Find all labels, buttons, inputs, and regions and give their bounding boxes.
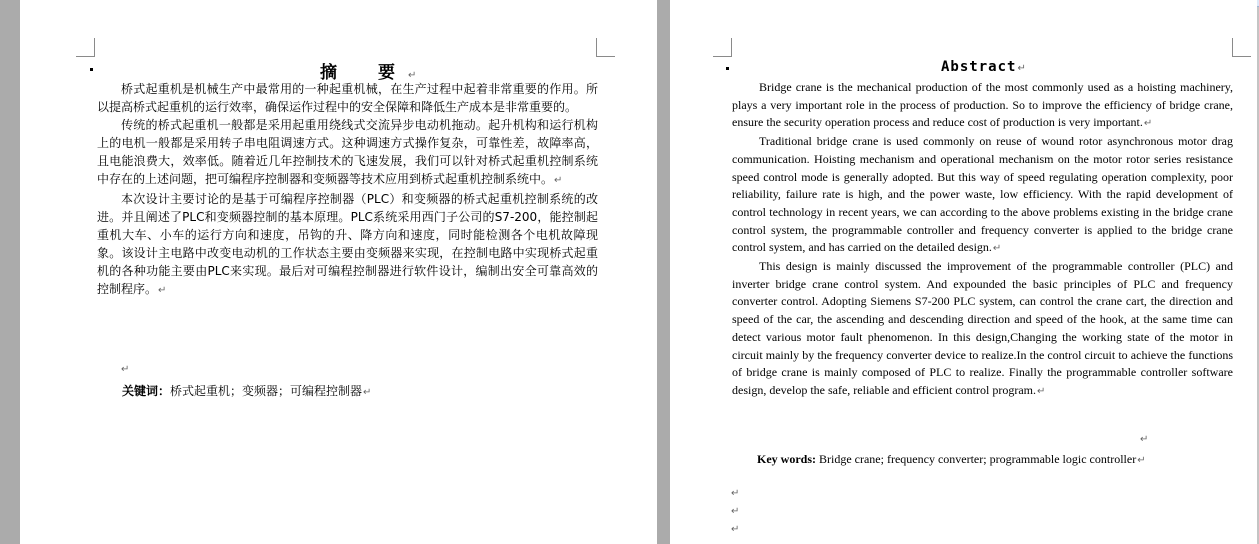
abstract-paragraph (97, 116, 598, 190)
paragraph-mark-icon: ↵ (1140, 434, 1149, 445)
abstract-paragraph (732, 79, 1233, 133)
paragraph-mark-icon: ↵ (731, 506, 740, 517)
page-english-abstract[interactable] (670, 0, 1257, 544)
paragraph-mark-icon: ↵ (158, 285, 167, 296)
paragraph-text: 传统的桥式起重机一般都是采用起重用绕线式交流异步电动机拖动。起升机构和运行机构上的电机一般都是采用转子串电阻调速方式。这种调速方式操作复杂，可靠性差，故障率高，且电能浪费大，效率低。随着近几年控制技术的飞速发展，我们可以针对桥式起重机控制系统中存在的上述问题，把可编程序控制器和变频器等技术应用到桥式起重机控制系统中。 (97, 118, 598, 186)
page-chinese-abstract[interactable] (20, 0, 657, 544)
paragraph-mark-icon: ↵ (1017, 63, 1026, 74)
paragraph-text: 本次设计主要讨论的是基于可编程序控制器（PLC）和变频器的桥式起重机控制系统的改进。并且阐述了PLC和变频器控制的基本原理。PLC系统采用西门子公司的S7-200，能控制起重机大车、小车的运行方向和速度，吊钩的升、降方向和速度，同时能检测各个电机故障现象。该设计主电路中改变电动机的工作状态主要由变频器来实现，在控制电路中实现桥式起重机的各种功能主要由PLC来实现。最后对可编程控制器进行软件设计，编制出安全可靠高效的控制程序。 (97, 192, 598, 296)
paragraph-mark-icon: ↵ (363, 387, 372, 398)
margin-corner-top-left (76, 38, 95, 57)
paragraph-mark-icon: ↵ (1037, 385, 1046, 397)
abstract-paragraph (732, 133, 1233, 258)
margin-corner-top-right (596, 38, 615, 57)
keywords-label: Key words: (757, 452, 816, 466)
paragraph-mark-icon: ↵ (121, 364, 130, 375)
paragraph-mark-icon: ↵ (992, 243, 1002, 255)
paragraph-mark-icon: ↵ (1143, 118, 1153, 130)
paragraph-mark-icon: ↵ (554, 175, 563, 186)
paragraph-text: Bridge crane is the mechanical production of the most commonly used as a hoisting machinery, plays a very important role in the process of production. So to improve the efficiency of bridge crane, ensure the security operation process and reduce cost of production is very important. (732, 80, 1233, 130)
paragraph-bullet (90, 68, 93, 71)
paragraph-mark-icon: ↵ (408, 70, 417, 81)
paragraph-mark-icon: ↵ (731, 524, 740, 535)
page-gap (657, 0, 670, 544)
margin-corner-top-right (1232, 38, 1251, 57)
abstract-paragraph (97, 190, 598, 300)
keywords-text: Bridge crane; frequency converter; programmable logic controller (819, 452, 1137, 466)
paragraph-mark-icon: ↵ (731, 488, 740, 499)
paragraph-text: Traditional bridge crane is used commonly on reuse of wound rotor asynchronous motor drag communication. Hoisting mechanism and operational mechanism on the motor rotor series resistance speed control mode is generally adopted. But this way of speed regulating operation complexity, poor reliability, failure rate is high, and the power waste, low efficiency. With the rapid development of control technology in recent years, we can according to the above problems existing in the bridge crane control system, the programmable controller and frequency converter is applied to the bridge crane control system, and has carried on the detailed design. (732, 134, 1233, 255)
abstract-body[interactable] (97, 80, 598, 300)
keywords-label: 关键词： (122, 384, 171, 398)
paragraph-bullet (726, 67, 729, 70)
page-title (941, 59, 1026, 75)
margin-corner-top-left (713, 38, 732, 57)
abstract-paragraph (732, 258, 1233, 401)
keywords-text: 桥式起重机；变频器；可编程控制器 (170, 384, 363, 398)
paragraph-mark-icon: ↵ (1137, 455, 1146, 466)
left-gutter (0, 0, 20, 544)
keywords-line (757, 452, 1146, 467)
abstract-body[interactable] (732, 79, 1233, 401)
paragraph-text: 桥式起重机是机械生产中最常用的一种起重机械，在生产过程中起着非常重要的作用。所以提高桥式起重机的运行效率，确保运作过程中的安全保障和降低生产成本是非常重要的。 (97, 82, 598, 114)
keywords-line (122, 382, 371, 399)
title-text: 摘 要 (320, 63, 407, 83)
paragraph-text: This design is mainly discussed the improvement of the programmable controller (PLC) and inverter bridge crane control system. And expounded the basic principles of PLC and frequency converter control. Adopting Siemens S7-200 PLC system, can control the crane cart, the direction and speed of the car, the ascending and descending direction and speed of the hook, at the same time can detect various motor fault phenomenon. In this design,Changing the working state of the motor in circuit mainly by the frequency converter device to realize.In the control circuit to achieve the functions of bridge crane is mainly composed of PLC to realize. Finally the programmable controller software design, develop the safe, reliable and efficient control program. (732, 259, 1233, 397)
abstract-paragraph (97, 80, 598, 116)
title-text: Abstract (941, 59, 1017, 75)
